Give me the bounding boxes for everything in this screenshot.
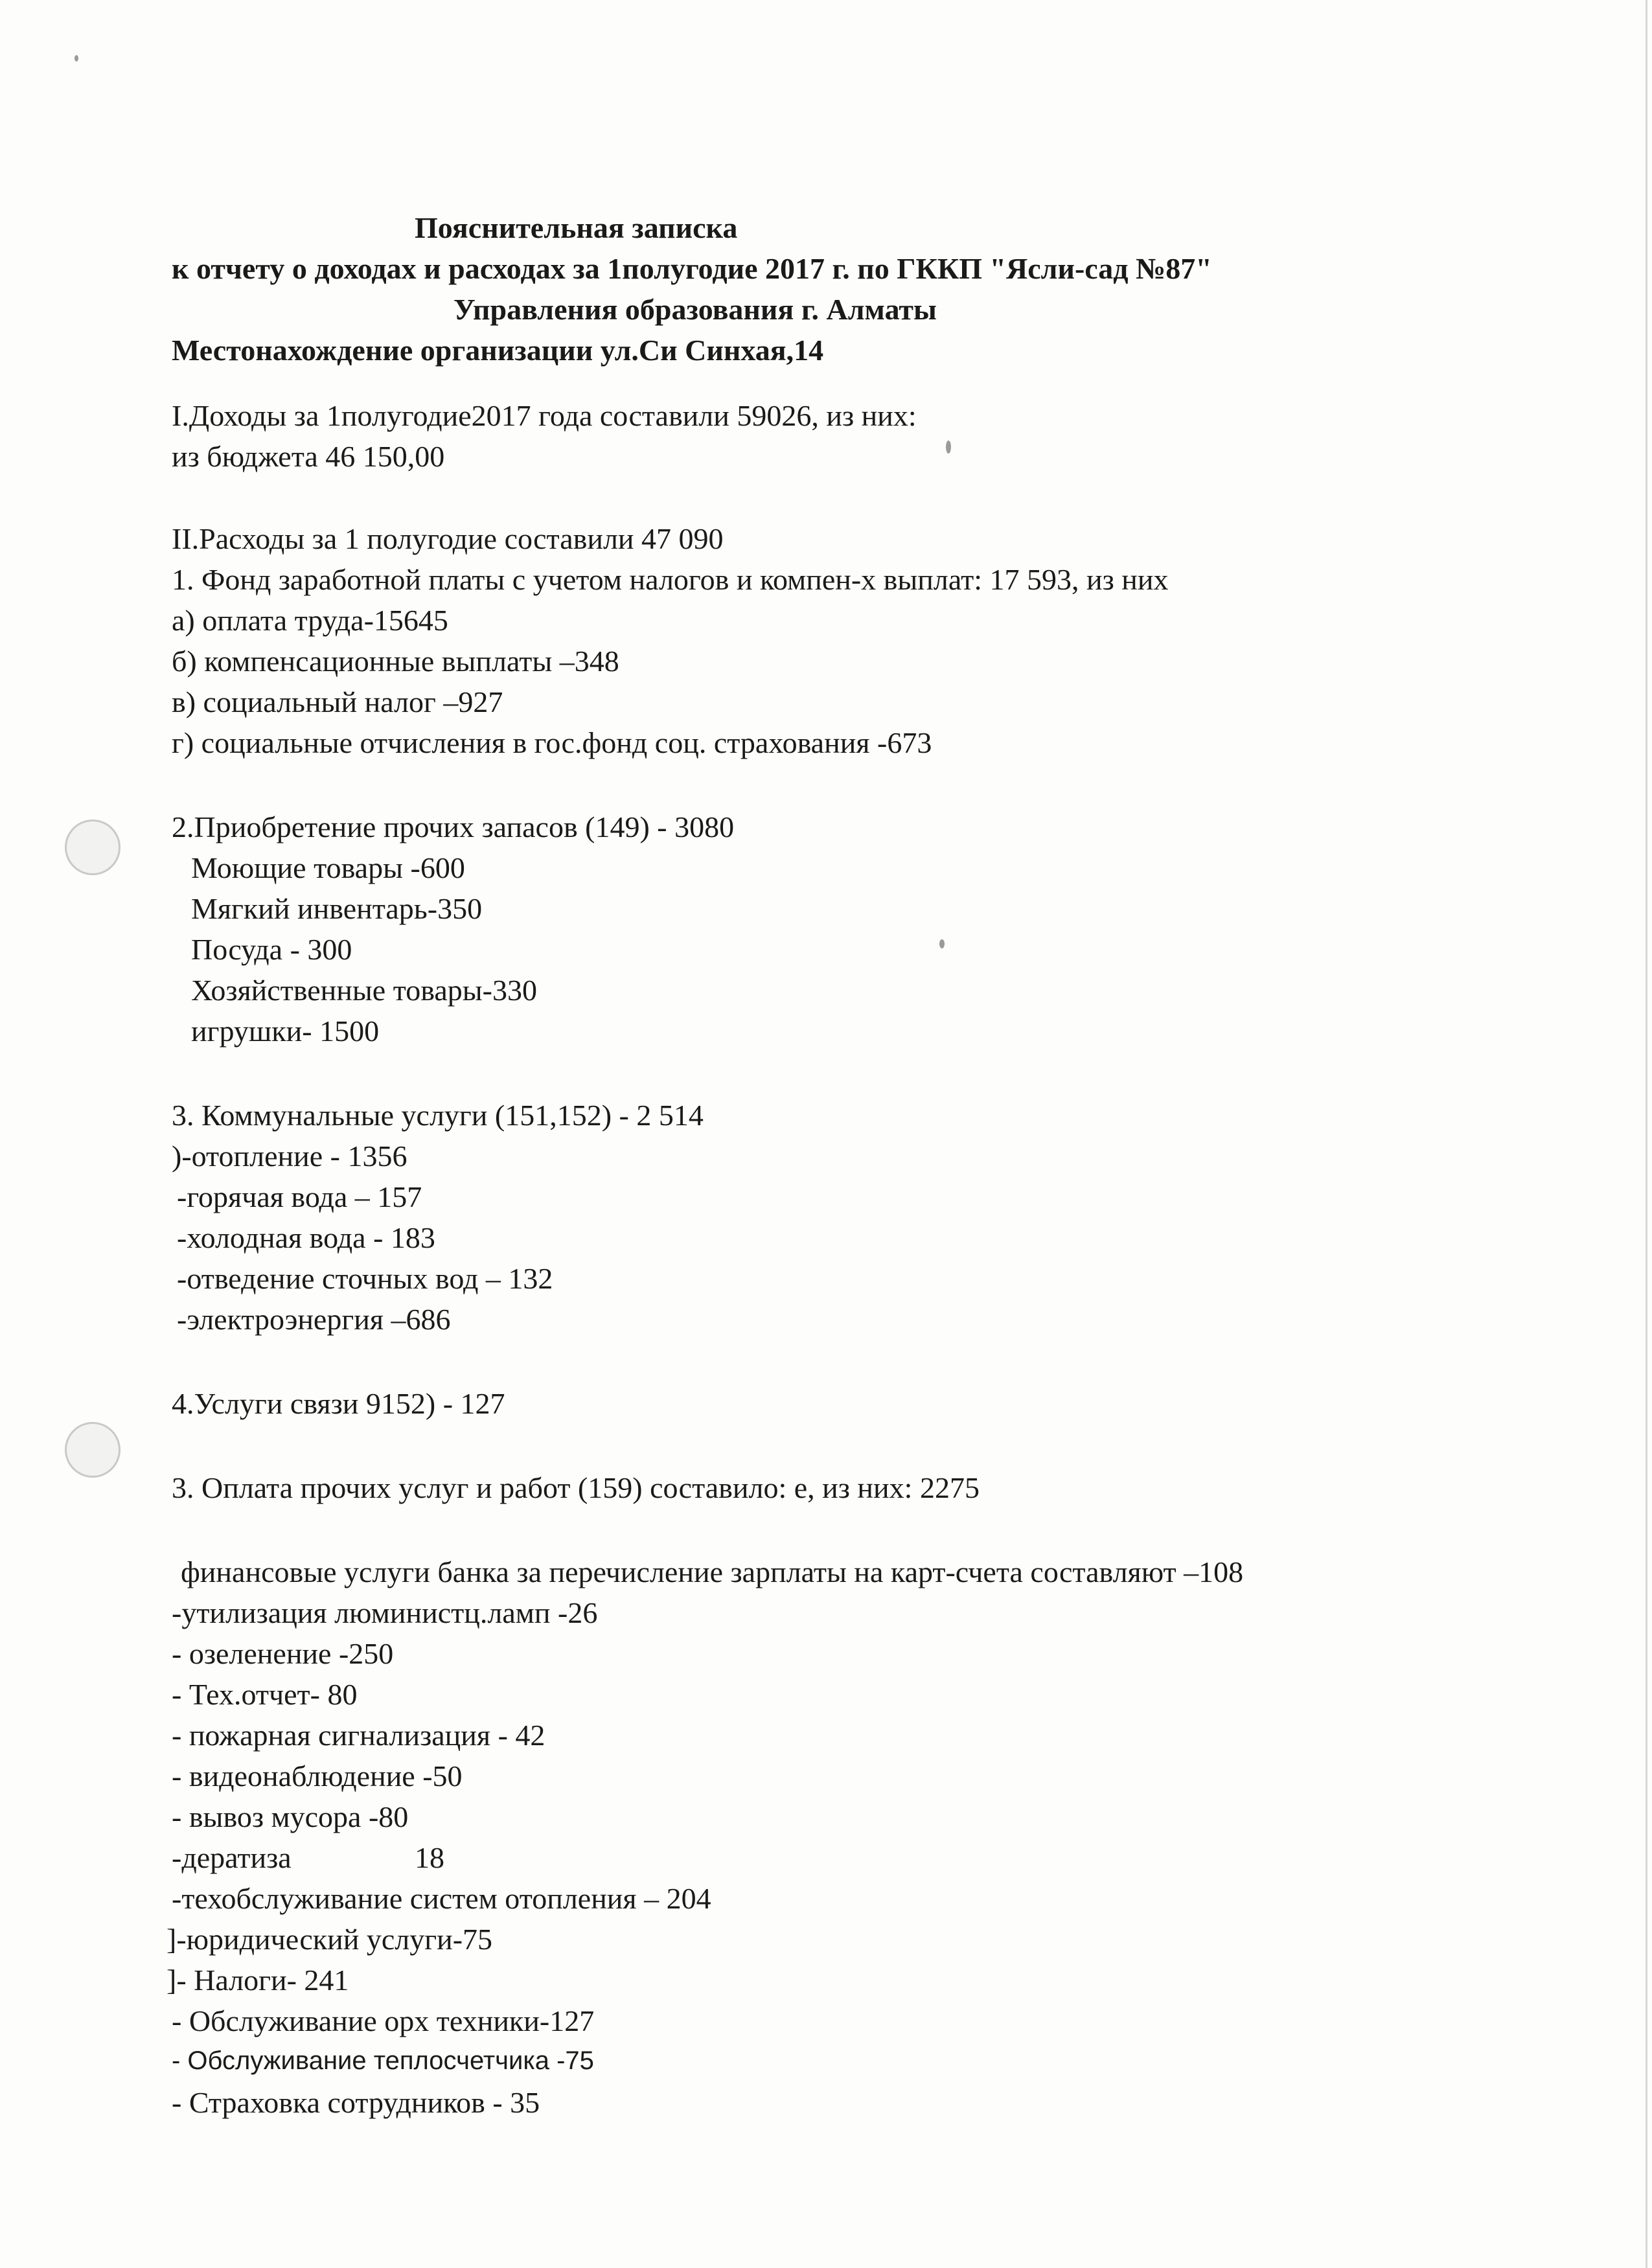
payroll-item: а) оплата труда-15645 [172,604,448,637]
scan-speck [75,55,78,62]
other-services-item: - пожарная сигнализация - 42 [172,1719,545,1752]
payroll-item: г) социальные отчисления в гос.фонд соц. страхования -673 [172,726,932,759]
income-heading: I.Доходы за 1полугодие2017 года составили 59026, из них: [172,399,917,432]
income-budget: из бюджета 46 150,00 [172,440,445,473]
utilities-item: -отведение сточных вод – 132 [177,1262,553,1295]
supplies-item: Хозяйственные товары-330 [191,974,537,1007]
other-services-item: -утилизация люминистц.ламп -26 [172,1596,598,1629]
utilities-item: -электроэнергия –686 [177,1303,451,1336]
department-name: Управления образования г. Алматы [453,293,937,326]
utilities-item: -горячая вода – 157 [177,1180,422,1213]
utilities-item: )-отопление - 1356 [172,1140,407,1173]
other-services-item: - Тех.отчет- 80 [172,1678,358,1711]
payroll-item: б) компенсационные выплаты –348 [172,645,619,678]
other-services-item-value: 18 [415,1841,444,1874]
supplies-item: Посуда - 300 [191,933,352,966]
supplies-heading: 2.Приобретение прочих запасов (149) - 3080 [172,810,735,843]
other-services-item: - Обслуживание орх техники-127 [172,2004,595,2037]
other-services-item: - Страховка сотрудников - 35 [172,2086,540,2119]
other-services-item: ]-юридический услуги-75 [166,1923,493,1956]
other-services-item: ]- Налоги- 241 [166,1964,349,1997]
utilities-heading: 3. Коммунальные услуги (151,152) - 2 514 [172,1099,704,1132]
supplies-item: игрушки- 1500 [191,1014,380,1048]
other-services-item: -дератиза [172,1841,292,1874]
other-services-item: -техобслуживание систем отопления – 204 [172,1882,711,1915]
document-subtitle: к отчету о доходах и расходах за 1полугодие 2017 г. по ГККП "Ясли-сад №87" [172,252,1212,285]
scan-speck [946,441,951,453]
other-services-item: - озеленение -250 [172,1637,394,1670]
communication-heading: 4.Услуги связи 9152) - 127 [172,1387,505,1420]
other-services-item: финансовые услуги банка за перечисление зарплаты на карт-счета составляют –108 [181,1555,1244,1588]
supplies-item: Моющие товары -600 [191,851,465,884]
expenses-heading: II.Расходы за 1 полугодие составили 47 090 [172,522,724,555]
other-services-item: - видеонаблюдение -50 [172,1759,463,1793]
payroll-item: в) социальный налог –927 [172,685,503,718]
document-title: Пояснительная записка [415,211,738,244]
punch-hole-top [65,819,120,875]
punch-hole-bottom [65,1422,120,1478]
other-services-heading: 3. Оплата прочих услуг и работ (159) составило: е, из них: 2275 [172,1471,980,1504]
organization-location: Местонахождение организации ул.Си Синхая,14 [172,334,824,367]
payroll-heading: 1. Фонд заработной платы с учетом налогов и компен-х выплат: 17 593, из них [172,563,1169,596]
scan-speck [939,939,945,948]
supplies-item: Мягкий инвентарь-350 [191,892,483,925]
scan-edge-right [1646,0,1647,2268]
other-services-item: - вывоз мусора -80 [172,1800,409,1833]
other-services-item: - Обслуживание теплосчетчика -75 [172,2046,594,2075]
utilities-item: -холодная вода - 183 [177,1221,435,1254]
